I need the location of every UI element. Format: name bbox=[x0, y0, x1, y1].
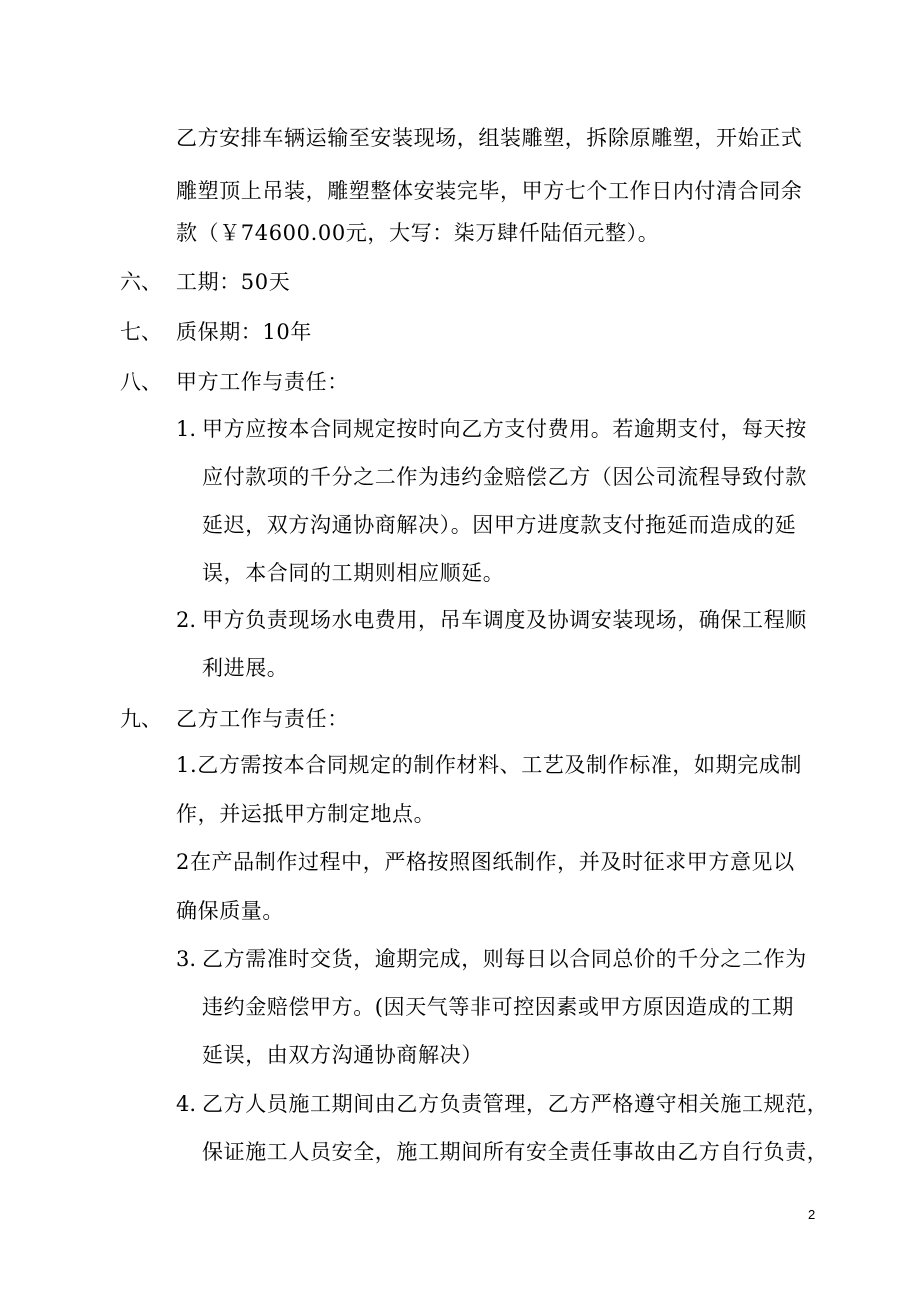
paragraph-line: 雕塑顶上吊装，雕塑整体安装完毕，甲方七个工作日内付清合同余 bbox=[176, 179, 803, 203]
paragraph-line: 甲方负责现场水电费用，吊车调度及协调安装现场，确保工程顺 bbox=[202, 608, 807, 632]
paragraph-line: 1.乙方需按本合同规定的制作材料、工艺及制作标准，如期完成制 bbox=[176, 753, 803, 777]
paragraph-line: 2在产品制作过程中，严格按照图纸制作，并及时征求甲方意见以 bbox=[176, 850, 795, 874]
paragraph-line: 利进展。 bbox=[202, 656, 289, 680]
item-number: 3. bbox=[176, 947, 197, 971]
paragraph-line: 乙方安排车辆运输至安装现场，组装雕塑，拆除原雕塑，开始正式 bbox=[176, 126, 803, 150]
item-number: 1. bbox=[176, 417, 197, 441]
item-number: 2. bbox=[176, 608, 197, 632]
paragraph-line: 延误，由双方沟通协商解决） bbox=[202, 1043, 483, 1067]
section-title: 甲方工作与责任： bbox=[176, 370, 349, 394]
paragraph-line: 应付款项的千分之二作为违约金赔偿乙方（因公司流程导致付款 bbox=[202, 465, 807, 489]
paragraph-line: 确保质量。 bbox=[176, 899, 284, 923]
paragraph-line: 误，本合同的工期则相应顺延。 bbox=[202, 561, 505, 585]
paragraph-line: 乙方需准时交货，逾期完成，则每日以合同总价的千分之二作为 bbox=[202, 947, 807, 971]
section-text: 质保期：10年 bbox=[176, 320, 312, 344]
paragraph-line: 延迟，双方沟通协商解决）。因甲方进度款支付拖延而造成的延 bbox=[202, 513, 797, 537]
section-number: 八、 bbox=[120, 370, 162, 394]
section-number: 六、 bbox=[120, 270, 162, 294]
paragraph-line: 甲方应按本合同规定按时向乙方支付费用。若逾期支付，每天按 bbox=[202, 417, 807, 441]
page-number: 2 bbox=[808, 1207, 816, 1222]
paragraph-line: 作，并运抵甲方制定地点。 bbox=[176, 802, 436, 826]
item-number: 4. bbox=[176, 1092, 197, 1116]
paragraph-line: 乙方人员施工期间由乙方负责管理，乙方严格遵守相关施工规范， bbox=[202, 1092, 829, 1116]
section-number: 七、 bbox=[120, 320, 162, 344]
paragraph-line: 保证施工人员安全，施工期间所有安全责任事故由乙方自行负责， bbox=[202, 1140, 829, 1164]
section-title: 乙方工作与责任： bbox=[176, 707, 349, 731]
section-text: 工期：50天 bbox=[176, 270, 291, 294]
paragraph-line: 违约金赔偿甲方。(因天气等非可控因素或甲方原因造成的工期 bbox=[202, 995, 794, 1019]
section-number: 九、 bbox=[120, 707, 162, 731]
paragraph-line: 款（￥74600.00元，大写：柒万肆仟陆佰元整）。 bbox=[176, 221, 660, 245]
